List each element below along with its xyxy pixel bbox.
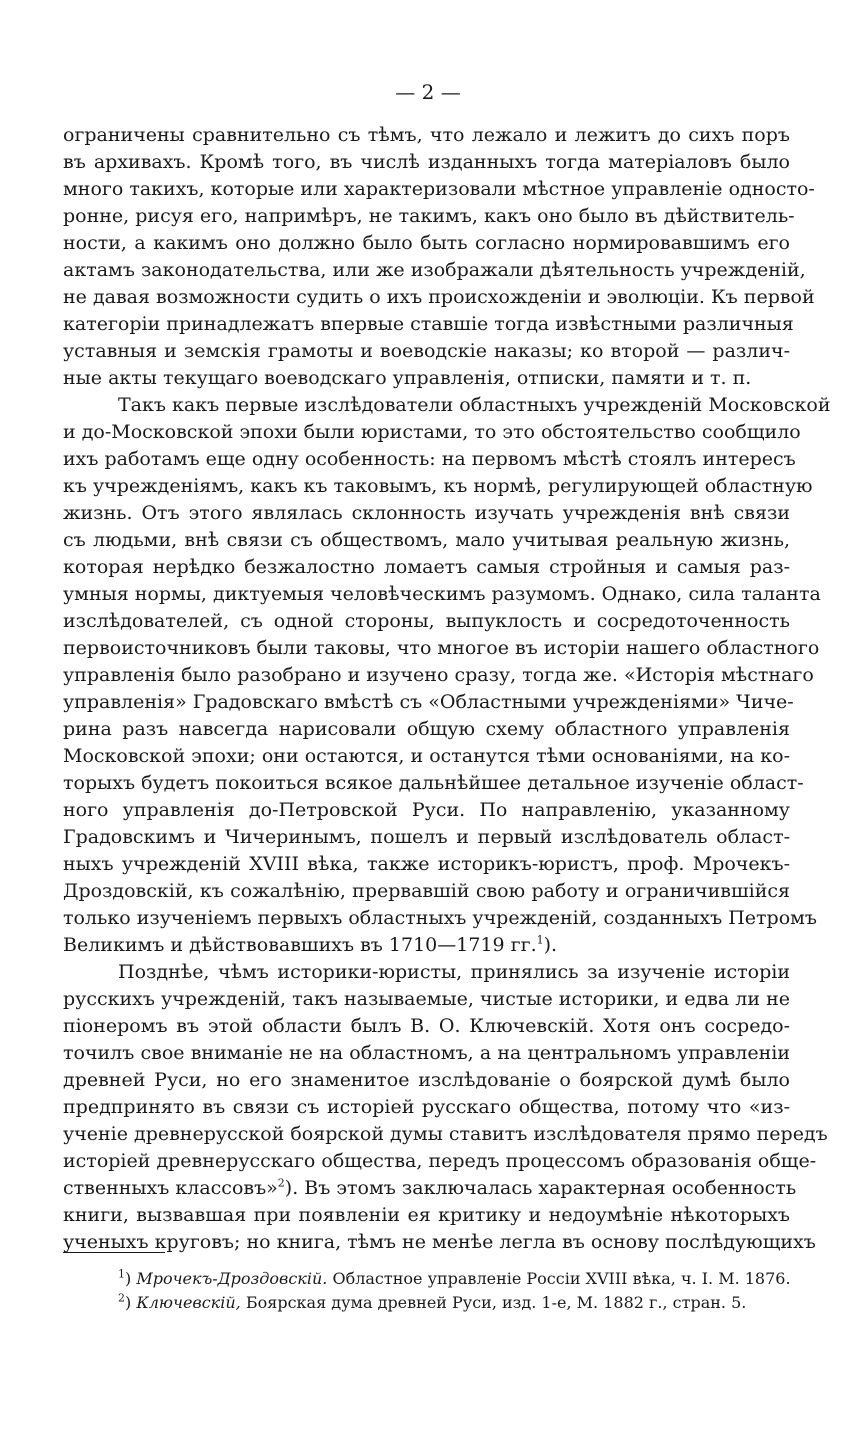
footnote-marker: 2: [118, 1291, 125, 1305]
footnote-text: Боярская дума древней Руси, изд. 1-е, М. 1882 г., стран. 5.: [245, 1293, 747, 1312]
text-line: управленія» Градовскаго вмѣстѣ съ «Областными учрежденіями» Чиче-: [63, 691, 794, 713]
footnote: $^2$) Ключевскій, Боярская дума древней Руси, изд. 1-е, М. 1882 г., стран. 5.: [118, 1291, 747, 1312]
text-line: предпринято въ связи съ исторіей русскаго общества, потому что «из-: [63, 1096, 790, 1118]
text-line: русскихъ учрежденій, такъ называемые, чистые историки, и едва ли не: [63, 988, 790, 1010]
text-line: умныя нормы, диктуемыя человѣческимъ разумомъ. Однако, сила таланта: [63, 583, 821, 605]
text-line: ученіе древнерусской боярской думы ставитъ изслѣдователя прямо передъ: [63, 1123, 828, 1145]
text-line: ограничены сравнительно съ тѣмъ, что лежало и лежитъ до сихъ поръ: [63, 124, 790, 146]
text-line: ученыхъ круговъ; но книга, тѣмъ не менѣе легла въ основу послѣдующихъ: [63, 1231, 816, 1253]
text-line: ронне, рисуя его, напримѣръ, не такимъ, какъ оно было въ дѣйствитель-: [63, 205, 795, 227]
text-line: которая нерѣдко безжалостно ломаетъ самыя стройныя и самыя раз-: [63, 556, 790, 578]
text-segment: ).: [543, 934, 558, 956]
text-line: рина разъ навсегда нарисовали общую схему областного управленія: [63, 718, 790, 740]
text-line: торыхъ будетъ покоиться всякое дальнѣйшее детальное изученіе област-: [63, 772, 804, 794]
footnote-author: Ключевскій,: [136, 1293, 241, 1312]
text-line: Такъ какъ первые изслѣдователи областныхъ учрежденій Московской: [118, 394, 831, 416]
text-line: уставныя и земскія грамоты и воеводскіе наказы; ко второй — различ-: [63, 340, 790, 362]
text-line: съ людьми, внѣ связи съ обществомъ, мало учитывая реальную жизнь,: [63, 529, 790, 551]
text-line: управленія было разобрано и изучено сразу, тогда же. «Исторія мѣстнаго: [63, 664, 814, 686]
text-line: не давая возможности судить о ихъ происхожденіи и эволюціи. Къ первой: [63, 286, 815, 308]
footnote-ref: 1: [536, 933, 544, 947]
text-line: ихъ работамъ еще одну особенность: на первомъ мѣстѣ стоялъ интересъ: [63, 448, 796, 470]
text-segment: ственныхъ классовъ»: [63, 1177, 278, 1199]
text-line: въ архивахъ. Кромѣ того, въ числѣ изданныхъ тогда матеріаловъ было: [63, 151, 790, 173]
text-line: Московской эпохи; они остаются, и останутся тѣми основаніями, на ко-: [63, 745, 790, 767]
text-line: ные акты текущаго воеводскаго управленія, отписки, памяти и т. п.: [63, 367, 752, 389]
text-line: Позднѣе, чѣмъ историки-юристы, принялись за изученіе исторіи: [118, 961, 790, 983]
text-line: исторіей древнерусскаго общества, передъ процессомъ образованія обще-: [63, 1150, 817, 1172]
text-line: ныхъ учрежденій XVIII вѣка, также историкъ-юристъ, проф. Мрочекъ-: [63, 853, 790, 875]
text-line: ности, а какимъ оно должно было быть согласно нормировавшимъ его: [63, 232, 790, 254]
text-line: только изученіемъ первыхъ областныхъ учрежденій, созданныхъ Петромъ: [63, 907, 818, 929]
text-line: піонеромъ въ этой области былъ В. О. Ключевскій. Хотя онъ сосредо-: [63, 1015, 790, 1037]
footnote-divider: [63, 1252, 165, 1253]
footnote-marker: 1: [118, 1267, 125, 1281]
text-line: Дроздовскій, къ сожалѣнію, прервавшій свою работу и ограничившійся: [63, 880, 790, 902]
text-line: точилъ свое вниманіе не на областномъ, а на центральномъ управленіи: [63, 1042, 790, 1064]
text-line: ного управленія до-Петровской Руси. По направленію, указанному: [63, 799, 790, 821]
text-line: первоисточниковъ были таковы, что многое въ исторіи нашего областного: [63, 637, 820, 659]
text-line: [63, 932, 790, 958]
text-line: и до-Московской эпохи были юристами, то это обстоятельство сообщило: [63, 421, 801, 443]
text-segment: Великимъ и дѣйствовавшихъ въ 1710—1719 гг.: [63, 934, 537, 956]
text-line: актамъ законодательства, или же изображали дѣятельность учрежденій,: [63, 259, 806, 281]
text-line: [63, 1175, 797, 1201]
text-line: древней Руси, но его знаменитое изслѣдованіе о боярской думѣ было: [63, 1069, 790, 1091]
footnote: $^1$) Мрочекъ-Дроздовскій. Областное управленіе Россіи XVIII вѣка, ч. I. М. 1876.: [118, 1267, 791, 1288]
text-line: Градовскимъ и Чичеринымъ, пошелъ и первый изслѣдователь област-: [63, 826, 790, 848]
text-line: много такихъ, которые или характеризовали мѣстное управленіе односто-: [63, 178, 815, 200]
text-segment: ). Въ этомъ заключалась характерная особенность: [284, 1177, 797, 1199]
text-line: книги, вызвавшая при появленіи ея критику и недоумѣніе нѣкоторыхъ: [63, 1204, 790, 1226]
footnote-author: Мрочекъ-Дроздовскій.: [136, 1269, 328, 1288]
footnote-ref: 2: [277, 1176, 285, 1190]
text-line: категоріи принадлежатъ впервые ставшіе тогда извѣстными различныя: [63, 313, 794, 335]
footnote-text: Областное управленіе Россіи XVIII вѣка, ч. I. М. 1876.: [332, 1269, 791, 1288]
text-line: къ учрежденіямъ, какъ къ таковымъ, къ нормѣ, регулирующей областную: [63, 475, 813, 497]
text-line: жизнь. Отъ этого являлась склонность изучать учрежденія внѣ связи: [63, 502, 790, 524]
page-number: — 2 —: [395, 80, 461, 104]
text-line: изслѣдователей, съ одной стороны, выпуклость и сосредоточенность: [63, 610, 790, 632]
